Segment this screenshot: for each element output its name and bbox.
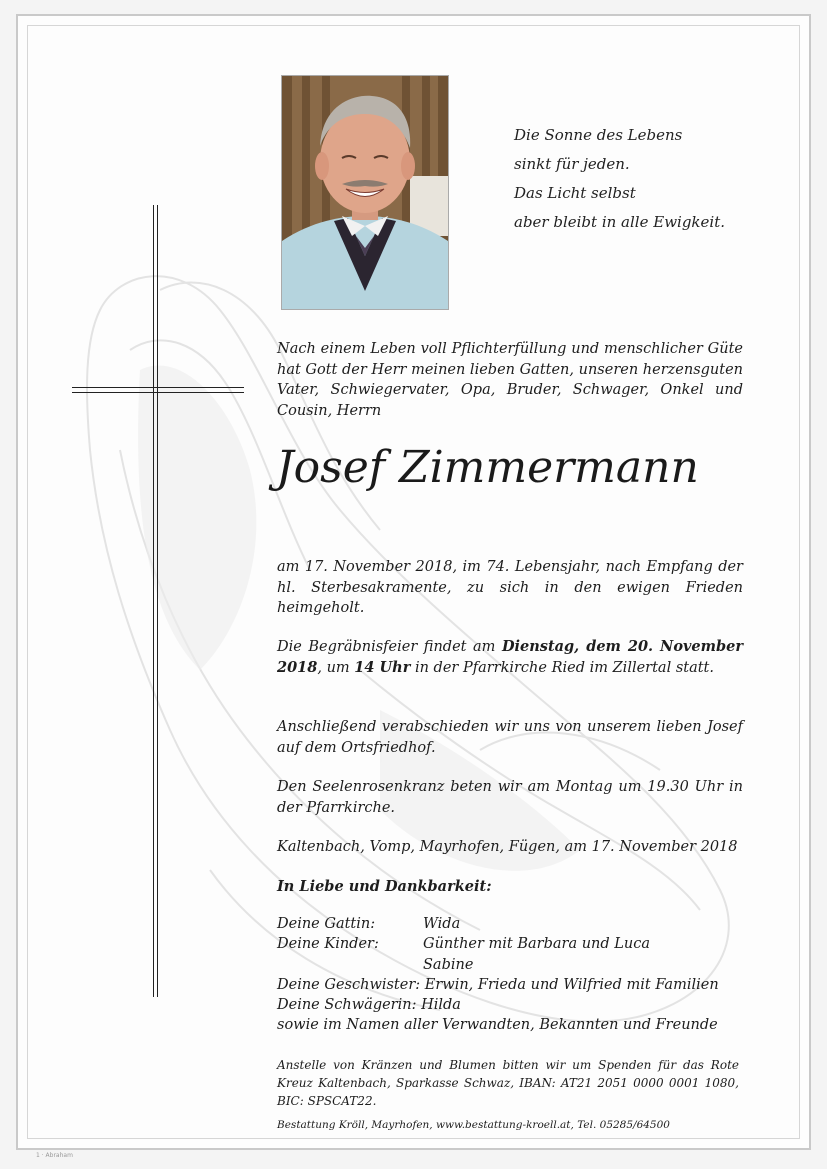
death-text: am 17. November 2018, im 74. Lebensjahr, nach Empfang der hl. Sterbesakramente, zu sich in den ewigen Frieden heimgeholt.	[277, 559, 743, 616]
intro-text: Nach einem Leben voll Pflichterfüllung und menschlicher Güte hat Gott der Herr meinen lieben Gatten, unseren herzensguten Vater, Schwiegervater, Opa, Bruder, Schwager, Onkel und Cousin, Herrn	[277, 341, 743, 419]
poem-line: Das Licht selbst	[514, 184, 636, 202]
list-item: Deine Gattin: Wida	[277, 916, 461, 932]
places-date: Kaltenbach, Vomp, Mayrhofen, Fügen, am 17. November 2018	[277, 839, 738, 855]
poem-line: Die Sonne des Lebens	[514, 126, 683, 144]
undertaker-info: Bestattung Kröll, Mayrhofen, www.bestattung-kroell.at, Tel. 05285/64500	[277, 1119, 670, 1131]
list-item: Deine Kinder: Günther mit Barbara und Luca	[277, 936, 651, 953]
portrait-photo	[281, 75, 449, 310]
deceased-name: Josef Zimmermann	[276, 442, 699, 493]
donation-note: Anstelle von Kränzen und Blumen bitten wir um Spenden für das Rote Kreuz Kaltenbach, Sparkasse Schwaz, IBAN: AT21 2051 0000 0001 1080, BIC: SPSCAT22.	[277, 1058, 739, 1108]
poem-line: sinkt für jeden.	[514, 155, 630, 173]
list-item: Sabine	[423, 956, 474, 973]
funeral-time: 14 Uhr	[354, 658, 411, 676]
list-item: Deine Geschwister: Erwin, Frieda und Wilfried mit Familien	[277, 976, 719, 993]
list-item: Deine Schwägerin: Hilda	[277, 997, 461, 1014]
thanks-heading: In Liebe und Dankbarkeit:	[277, 878, 492, 895]
farewell-text: Anschließend verabschieden wir uns von unserem lieben Josef auf dem Ortsfriedhof.	[277, 719, 743, 756]
poem	[514, 121, 774, 237]
funeral-text: Die Begräbnisfeier findet am Dienstag, dem 20. November 2018, um 14 Uhr in der Pfarrkirche Ried im Zillertal statt.	[277, 638, 743, 676]
poem-line: aber bleibt in alle Ewigkeit.	[514, 213, 725, 231]
list-item: sowie im Namen aller Verwandten, Bekannten und Freunde	[277, 1017, 718, 1034]
family-list	[277, 914, 747, 1036]
corner-mark: 1 · Abraham	[36, 1152, 73, 1159]
funeral-day: Dienstag, dem 20. November 2018	[277, 638, 743, 676]
rosary-text: Den Seelenrosenkranz beten wir am Montag um 19.30 Uhr in der Pfarrkirche.	[277, 779, 743, 816]
